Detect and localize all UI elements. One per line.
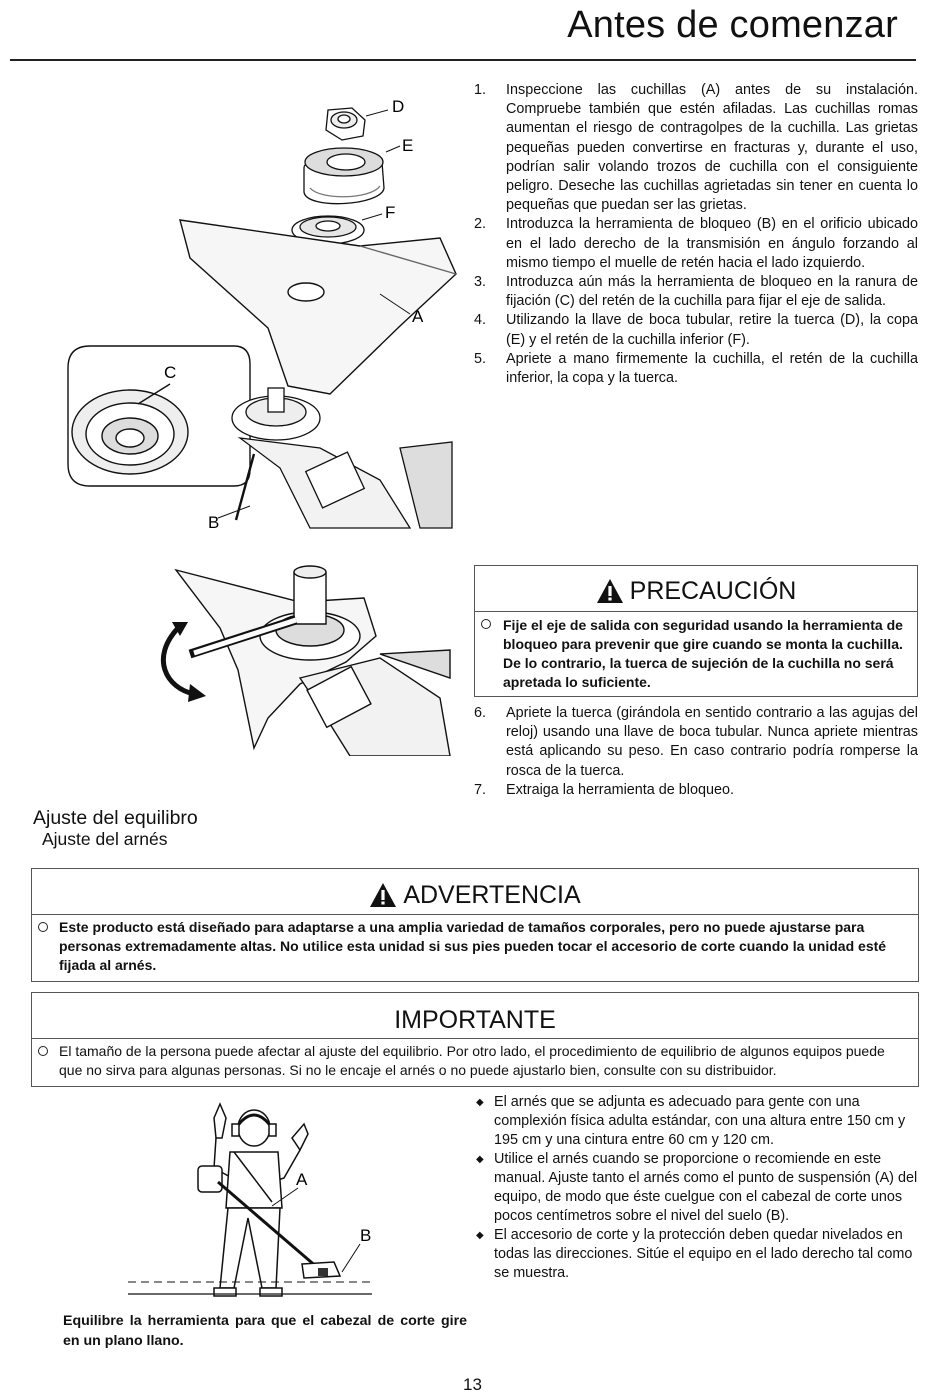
harness-bullet-list [474,1093,918,1283]
cup-illustration [304,148,384,204]
nut-tightening-figure [150,558,452,756]
installation-steps-1-5 [474,81,918,388]
warning-header [32,869,918,915]
blade-assembly-figure [60,88,460,536]
gearhead-illustration [232,388,452,528]
warning-box [31,868,919,982]
label-a: A [412,307,424,326]
figure-caption: Equilibre la herramienta para que el cabezal de corte gire en un plano llano. [63,1313,467,1349]
section-subheading: Ajuste del arnés [42,829,168,849]
important-body [32,1039,918,1080]
circle-bullet-icon [38,1046,48,1056]
important-header [32,993,918,1039]
list-item: 1. Inspeccione las cuchillas (A) antes de su instalación. Compruebe también que estén afiladas. Las cuchillas romas aumentan el riesgo de contragolpes de la cuchilla. Las grietas pequeñas pueden convertirse en fracturas y, durante el uso, podrían salir volando trozos de cuchilla con el consiguiente peligro. Deseche las cuchillas agrietadas sin tener en cuenta lo pequeñas que puedan ser las grietas. [474,82,918,214]
label-f: F [385,203,396,222]
warning-triangle-icon [596,578,624,604]
caution-header [475,566,917,612]
installation-steps-6-7 [474,704,918,800]
warning-text: Este producto está diseñado para adaptarse a una amplia variedad de tamaños corporales, pero no puede ajustarse para personas extremadamente altas. No utilice esta unidad si sus pies pueden tocar el accesorio de corte cuando la unidad esté fijada al arnés. [59,919,887,973]
page-title: Antes de comenzar [567,4,898,46]
caution-text: Fije el eje de salida con seguridad usando la herramienta de bloqueo para prevenir que gire cuando se monta la cuchilla. De lo contrario, la tuerca de sujeción de la cuchilla no será apretada lo suficiente. [503,617,903,690]
list-item: 3. Introduzca aún más la herramienta de bloqueo en la ranura de fijación (C) del retén de la cuchilla para fijar el eje de salida. [474,274,918,310]
list-item: 7. Extraiga la herramienta de bloqueo. [474,781,734,798]
title-rule [10,59,916,61]
list-item: 4. Utilizando la llave de boca tubular, retire la tuerca (D), la copa (E) y el retén de la cuchilla inferior (F). [474,312,918,348]
important-title: IMPORTANTE [394,1006,556,1034]
caution-title: PRECAUCIÓN [629,577,797,605]
warning-triangle-icon [369,882,397,908]
circle-bullet-icon [38,922,48,932]
caution-box [474,565,918,697]
label-d: D [392,97,405,116]
list-item: 5. Apriete a mano firmemente la cuchilla, el retén de la cuchilla inferior, la copa y la tuerca. [474,350,918,387]
diamond-bullet-icon: ◆ [476,1230,484,1241]
list-item: 6. Apriete la tuerca (girándola en sentido contrario a las agujas del reloj) usando una llave de boca tubular. Nunca apriete mientras está aplicando su peso. En caso contrario podría romperse la rosca de la tuerca. [474,705,918,779]
label-a: A [296,1170,308,1189]
section-heading: Ajuste del equilibro [33,807,198,829]
nut-illustration [326,108,365,140]
important-text: El tamaño de la persona puede afectar al ajuste del equilibrio. Por otro lado, el procedimiento de equilibrio de algunos equipos puede que no sirva para algunas personas. Si no le encaje el arnés o no puede ajustarlo bien, consulte con su distribuidor. [59,1043,885,1078]
warning-title: ADVERTENCIA [403,881,581,909]
list-item: ◆ El accesorio de corte y la protección deben quedar nivelados en todas las direcciones. Sitúe el equipo en el lado derecho tal como se muestra. [476,1227,913,1281]
inset-detail [68,346,250,486]
warning-body [32,915,918,975]
important-box [31,992,919,1087]
circle-bullet-icon [481,619,491,629]
label-b: B [360,1226,372,1245]
diamond-bullet-icon: ◆ [476,1097,484,1108]
diamond-bullet-icon: ◆ [476,1154,484,1165]
operator-balance-figure [122,1098,382,1310]
caution-body [475,612,917,692]
label-e: E [402,136,414,155]
list-item: ◆ Utilice el arnés cuando se proporcione o recomiende en este manual. Ajuste tanto el arnés como el punto de suspensión (A) del equipo, de modo que éste cuelgue con el cabezal de corte unos pocos centímetros sobre el nivel del suelo (B). [476,1151,918,1224]
label-b: B [208,513,220,532]
list-item: ◆ El arnés que se adjunta es adecuado para gente con una complexión física adulta estándar, con una altura entre 150 cm y 195 cm y una cintura entre 60 cm y 120 cm. [476,1094,906,1148]
label-c: C [164,363,177,382]
list-item: 2. Introduzca la herramienta de bloqueo (B) en el orificio ubicado en el lado derecho de la transmisión en ángulo forzando al mismo tiempo el muelle de retén hacia el lado izquierdo. [474,216,918,271]
page-number: 13 [463,1375,482,1394]
